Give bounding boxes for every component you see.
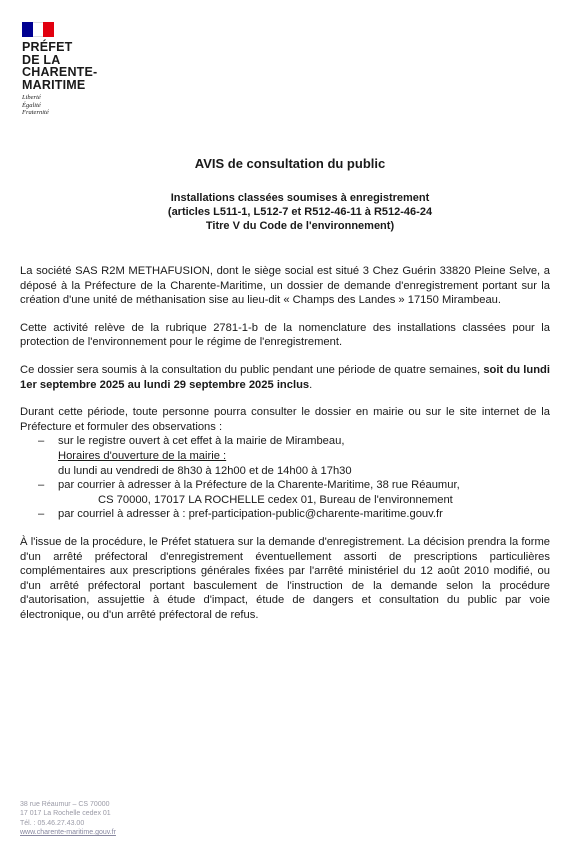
list-item-text: CS 70000, 17017 LA ROCHELLE cedex 01, Bureau de l'environnement bbox=[98, 493, 453, 506]
list-item bbox=[20, 478, 550, 507]
footer-website-link[interactable]: www.charente-maritime.gouv.fr bbox=[20, 829, 116, 837]
prefet-name: PRÉFET DE LA CHARENTE- MARITIME bbox=[22, 40, 98, 92]
subtitle-line: Titre V du Code de l'environnement) bbox=[205, 220, 395, 232]
paragraph-classification: Cette activité relève de la rubrique 2781-1-b de la nomenclature des installations classées pour la protection de l'environnement pour le régime de l'enregistrement. bbox=[20, 321, 550, 349]
subtitle-line: (articles L511-1, L512-7 et R512-46-11 à R512-46-24 bbox=[167, 206, 433, 218]
footer-line: Tél. : 05.46.27.43.00 bbox=[20, 819, 85, 827]
list-item-text: – par courrier à adresser à la Préfecture de la Charente-Maritime, 38 rue Réaumur, bbox=[58, 479, 460, 492]
republic-motto: Liberté Égalité Fraternité bbox=[22, 94, 49, 116]
list-item bbox=[20, 507, 550, 522]
list-item bbox=[20, 434, 550, 478]
observation-methods-list bbox=[20, 434, 550, 522]
paragraph-consultation-period bbox=[20, 363, 550, 392]
prefecture-logo bbox=[22, 22, 142, 117]
hours-value: du lundi au vendredi de 8h30 à 12h00 et de 14h00 à 17h30 bbox=[58, 464, 352, 477]
document-body bbox=[20, 264, 550, 635]
list-item-text: – sur le registre ouvert à cet effet à la mairie de Mirambeau, bbox=[58, 435, 345, 448]
period-intro: Ce dossier sera soumis à la consultation du public pendant une période de quatre semaines, bbox=[20, 363, 484, 376]
paragraph-decision: À l'issue de la procédure, le Préfet statuera sur la demande d'enregistrement. La décision prendra la forme d'un arrêté préfectoral d'enregistrement éventuellement assorti de prescriptions particulières complémentaires aux prescriptions générales fixées par l'arrêté ministériel du 12 août 2010 modifié, ou d'un arrêté préfectoral portant basculement de l'instruction de la demande selon la procédure d'autorisation, assujettie à étude d'impact, étude de dangers et consultation du public par voie électronique, ou d'un arrêté préfectoral de refus. bbox=[20, 535, 550, 621]
document-subtitle bbox=[60, 191, 540, 233]
period-dates: soit du lundi 1er septembre 2025 au lundi 29 septembre 2025 inclus bbox=[20, 363, 550, 391]
list-item-text: – par courriel à adresser à : pref-participation-public@charente-maritime.gouv.fr bbox=[58, 508, 443, 521]
footer-line: 38 rue Réaumur – CS 70000 bbox=[20, 801, 110, 808]
period-end: . bbox=[309, 378, 313, 391]
paragraph-observations: Durant cette période, toute personne pourra consulter le dossier en mairie ou sur le site internet de la Préfecture et formuler des observations : bbox=[20, 406, 550, 433]
marianne-flag-icon bbox=[22, 22, 54, 37]
paragraph-applicant: La société SAS R2M METHAFUSION, dont le siège social est situé 3 Chez Guérin 33820 Pleine Selve, a déposé à la Préfecture de la Charente-Maritime, un dossier de demande d'enregistrement portant sur la création d'une unité de méthanisation sise au lieu-dit « Champs des Landes » 17150 Mirambeau. bbox=[20, 265, 550, 307]
footer-address bbox=[20, 800, 116, 838]
subtitle-line: Installations classées soumises à enregistrement bbox=[170, 192, 430, 204]
footer-line: 17 017 La Rochelle cedex 01 bbox=[20, 810, 111, 818]
hours-label: Horaires d'ouverture de la mairie : bbox=[58, 449, 227, 462]
document-title: AVIS de consultation du public bbox=[194, 156, 386, 171]
